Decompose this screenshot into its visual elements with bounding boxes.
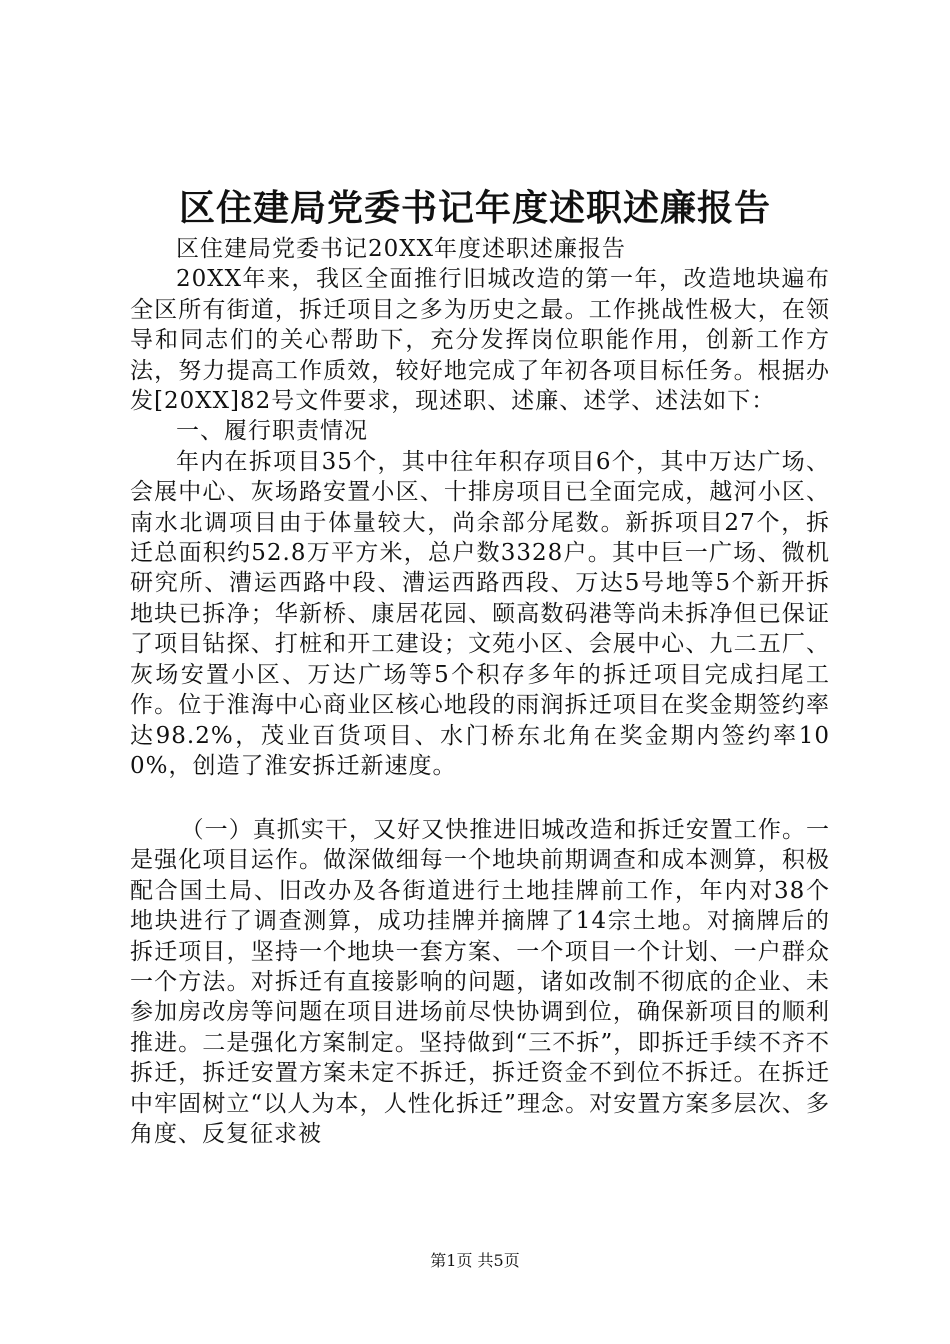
paragraph-projects: 年内在拆项目35个，其中往年积存项目6个，其中万达广场、会展中心、灰场路安置小区、十排房项目已全面完成，越河小区、南水北调项目由于体量较大，尚余部分尾数。新拆项目27个，拆迁总面积约52.8万平方米，总户数3328户。其中巨一广场、微机研究所、漕运西路中段、漕运西路西段、万达5号地等5个新开拆地块已拆净；华新桥、康居花园、颐高数码港等尚未拆净但已保证了项目钻探、打桩和开工建设；文苑小区、会展中心、九二五厂、灰场安置小区、万达广场等5个积存多年的拆迁项目完成扫尾工作。位于淮海中心商业区核心地段的雨润拆迁项目在奖金期签约率达98.2%，茂业百货项目、水门桥东北角在奖金期内签约率100%，创造了淮安拆迁新速度。	[130, 448, 830, 779]
document-title: 区住建局党委书记年度述职述廉报告	[178, 187, 771, 229]
section-heading: 一、履行职责情况	[176, 418, 368, 445]
document-body-continued	[130, 815, 830, 1149]
document-body	[130, 234, 830, 781]
paragraph-intro: 20XX年来，我区全面推行旧城改造的第一年，改造地块遍布全区所有街道，拆迁项目之多为历史之最。工作挑战性极大，在领导和同志们的关心帮助下，充分发挥岗位职能作用，创新工作方法，努力提高工作质效，较好地完成了年初各项目标任务。根据办发[20XX]82号文件要求，现述职、述廉、述学、述法如下：	[130, 266, 830, 415]
page-footer: 第1页 共5页	[430, 1251, 520, 1270]
paragraph-subtitle: 区住建局党委书记20XX年度述职述廉报告	[176, 236, 627, 262]
paragraph-subsection-1: （一）真抓实干，又好又快推进旧城改造和拆迁安置工作。一是强化项目运作。做深做细每一个地块前期调查和成本测算，积极配合国土局、旧改办及各街道进行土地挂牌前工作，年内对38个地块进行了调查测算，成功挂牌并摘牌了14宗土地。对摘牌后的拆迁项目，坚持一个地块一套方案、一个项目一个计划、一户群众一个方法。对拆迁有直接影响的问题，诸如改制不彻底的企业、未参加房改房等问题在项目进场前尽快协调到位，确保新项目的顺利推进。二是强化方案制定。坚持做到“三不拆”，即拆迁手续不齐不拆迁，拆迁安置方案未定不拆迁，拆迁资金不到位不拆迁。在拆迁中牢固树立“以人为本，人性化拆迁”理念。对安置方案多层次、多角度、反复征求被	[130, 817, 830, 1148]
